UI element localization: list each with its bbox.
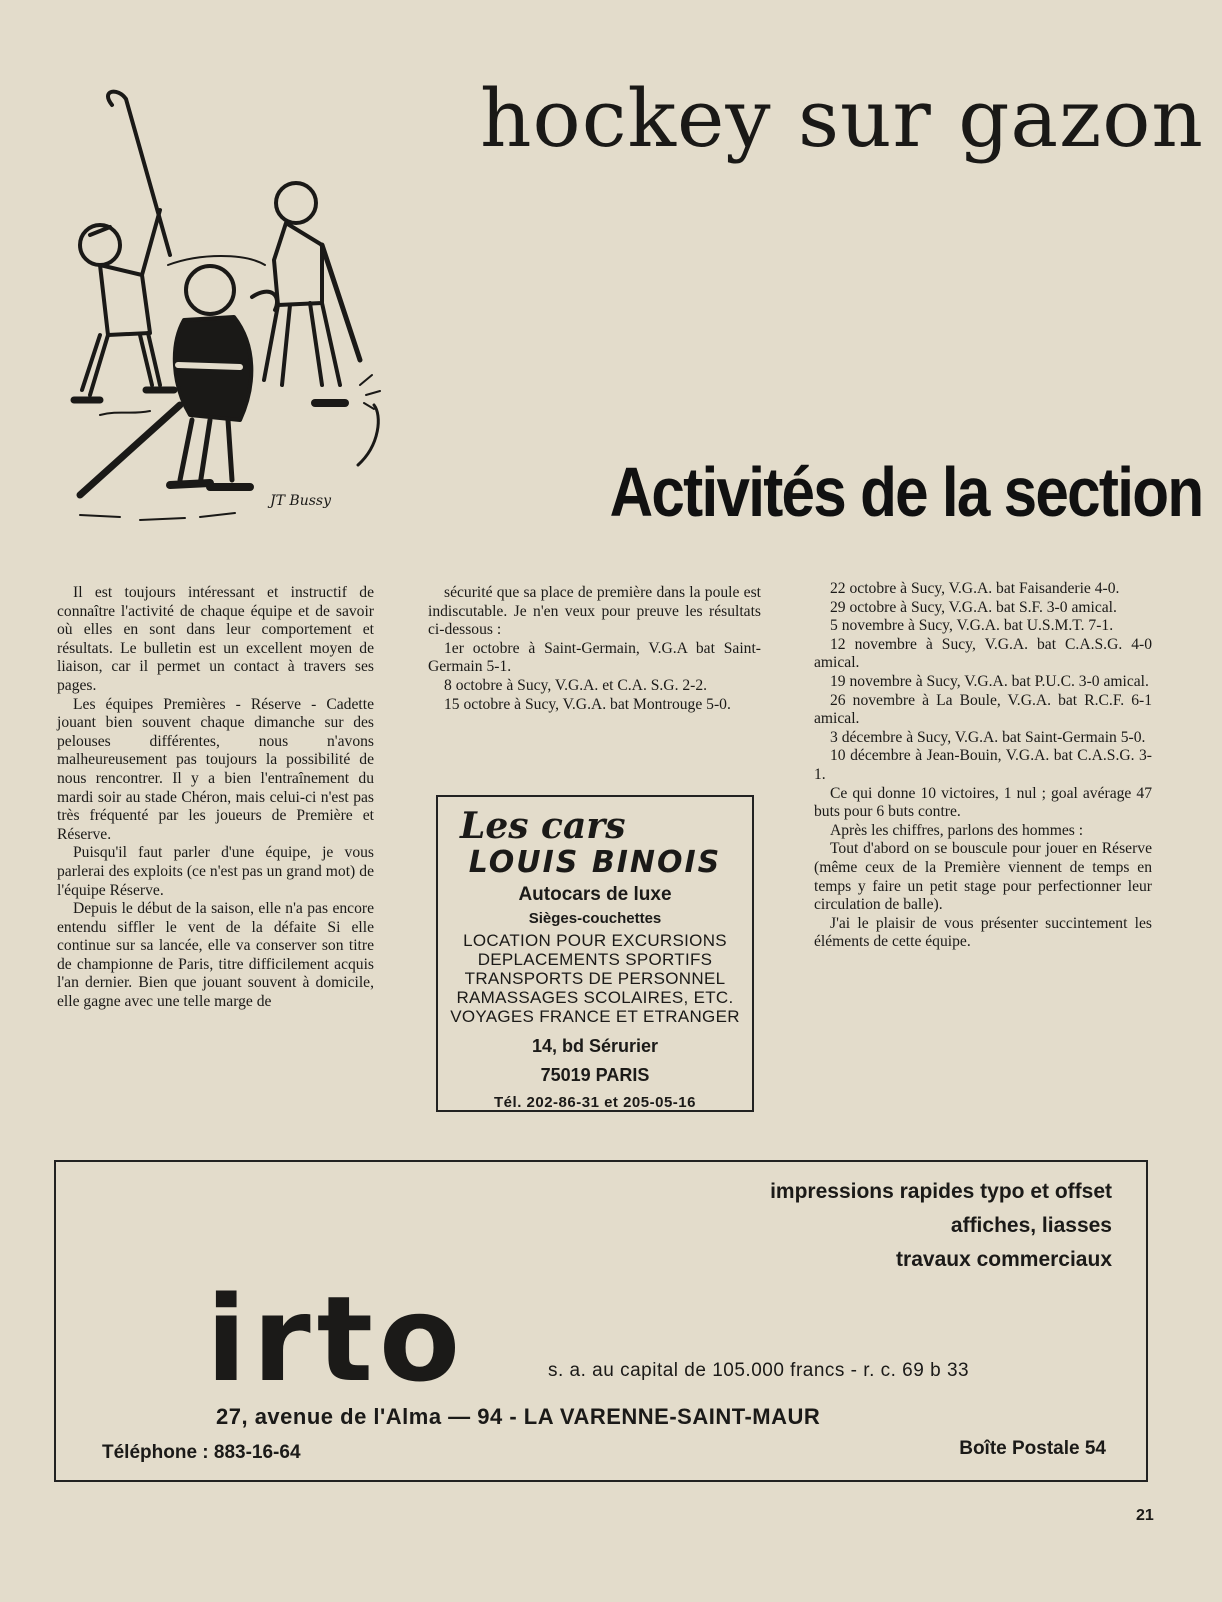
- ad-brand: LOUIS BINOIS: [468, 845, 722, 880]
- result-line: 1er octobre à Saint-Germain, V.G.A bat Saint-Germain 5-1.: [428, 639, 761, 676]
- ad-service-line: LOCATION POUR EXCURSIONS: [463, 931, 727, 950]
- paragraph: J'ai le plaisir de vous présenter succintement les éléments de cette équipe.: [814, 914, 1152, 951]
- result-line: 8 octobre à Sucy, V.G.A. et C.A. S.G. 2-2.: [444, 676, 708, 694]
- result-line: 19 novembre à Sucy, V.G.A. bat P.U.C. 3-0 amical.: [830, 672, 1149, 690]
- ad-services-line-3: travaux commerciaux: [896, 1248, 1112, 1271]
- result-line: 26 novembre à La Boule, V.G.A. bat R.C.F. 6-1 amical.: [814, 691, 1152, 728]
- irto-logo: irto: [206, 1270, 467, 1408]
- article-column-3: [814, 580, 1152, 952]
- result-line: 12 novembre à Sucy, V.G.A. bat C.A.S.G. 4-0 amical.: [814, 635, 1152, 672]
- ad-service-line: VOYAGES FRANCE ET ETRANGER: [450, 1007, 740, 1026]
- ad-phone: Téléphone : 883-16-64: [102, 1442, 301, 1463]
- paragraph: Tout d'abord on se bouscule pour jouer en Réserve (même ceux de la Première viennent de temps en temps y faire un petit stage pour perfectionner leur circulation de balle).: [814, 840, 1152, 914]
- paragraph: sécurité que sa place de première dans la poule est indiscutable. Je n'en veux pour preuve les résultats ci-dessous :: [428, 584, 761, 639]
- ad-services-line-1: impressions rapides typo et offset: [770, 1180, 1112, 1203]
- ad-services-line-2: affiches, liasses: [950, 1214, 1112, 1237]
- result-line: 10 décembre à Jean-Bouin, V.G.A. bat C.A.S.G. 3-1.: [814, 747, 1152, 783]
- ad-street-address: 27, avenue de l'Alma — 94 - LA VARENNE-SAINT-MAUR: [216, 1404, 821, 1429]
- article-column-1: [57, 584, 374, 1012]
- paragraph: Depuis le début de la saison, elle n'a pas encore entendu siffler le vent de la défaite Si elle continue sur sa lancée, elle va conserver son titre de championne de Paris, titre difficilement acquis l'an dernier. Bien que jouant souvent à domicile, elle gagne avec une telle marge de: [57, 900, 374, 1011]
- paragraph: Les équipes Premières - Réserve - Cadette jouant bien souvent chaque dimanche sur des pelouses différentes, nous n'avons malheureusement pas toujours la possibilité de nous rencontrer. Il y a bien l'entraînement du mardi soir au stade Chéron, mais celui-ci n'est pas très fréquenté par les joueurs de Première et Réserve.: [57, 695, 374, 843]
- section-subtitle: Activités de la section: [609, 453, 1203, 531]
- ad-address: 14, bd Sérurier: [531, 1036, 659, 1056]
- paragraph: Ce qui donne 10 victoires, 1 nul ; goal avérage 47 buts pour 6 buts contre.: [814, 784, 1152, 821]
- result-line: 22 octobre à Sucy, V.G.A. bat Faisanderie 4-0.: [830, 580, 1120, 597]
- page-number: 21: [1136, 1507, 1154, 1524]
- illustration-signature: JT Bussy: [270, 493, 331, 509]
- paragraph: Puisqu'il faut parler d'une équipe, je vous parlerai des exploits (ce n'est pas un grand mot) de l'équipe Réserve.: [57, 844, 374, 899]
- ad-capital: s. a. au capital de 105.000 francs - r. c. 69 b 33: [548, 1360, 970, 1381]
- article-column-2: [428, 584, 761, 714]
- ad-script-heading: Les cars: [460, 805, 626, 847]
- ad-tagline: Autocars de luxe: [518, 884, 672, 905]
- paragraph: Il est toujours intéressant et instructif de connaître l'activité de chaque équipe et de savoir où elles en sont dans leur comportement et résultats. Le bulletin est un excellent moyen de liaison, car il permet un contact à travers ses pages.: [57, 584, 374, 694]
- ad-services: [438, 931, 752, 1026]
- ad-telephone: Tél. 202-86-31 et 205-05-16: [494, 1094, 696, 1111]
- result-line: 3 décembre à Sucy, V.G.A. bat Saint-Germain 5-0.: [830, 728, 1146, 746]
- binois-advertisement: [436, 795, 754, 1112]
- result-line: 29 octobre à Sucy, V.G.A. bat S.F. 3-0 amical.: [830, 598, 1117, 616]
- hockey-players-illustration: [60, 85, 410, 545]
- ad-po-box: Boîte Postale 54: [959, 1438, 1106, 1459]
- ad-service-line: DEPLACEMENTS SPORTIFS: [477, 950, 713, 969]
- result-line: 15 octobre à Sucy, V.G.A. bat Montrouge 5-0.: [444, 695, 731, 713]
- ad-service-line: TRANSPORTS DE PERSONNEL: [464, 969, 726, 988]
- ad-seats: Sièges-couchettes: [528, 910, 662, 927]
- ad-city: 75019 PARIS: [540, 1065, 650, 1085]
- paragraph: Après les chiffres, parlons des hommes :: [830, 821, 1084, 839]
- irto-advertisement: [54, 1160, 1148, 1482]
- result-line: 5 novembre à Sucy, V.G.A. bat U.S.M.T. 7-1.: [830, 617, 1114, 635]
- ad-service-line: RAMASSAGES SCOLAIRES, ETC.: [456, 988, 734, 1007]
- page-title: hockey sur gazon: [480, 72, 1204, 165]
